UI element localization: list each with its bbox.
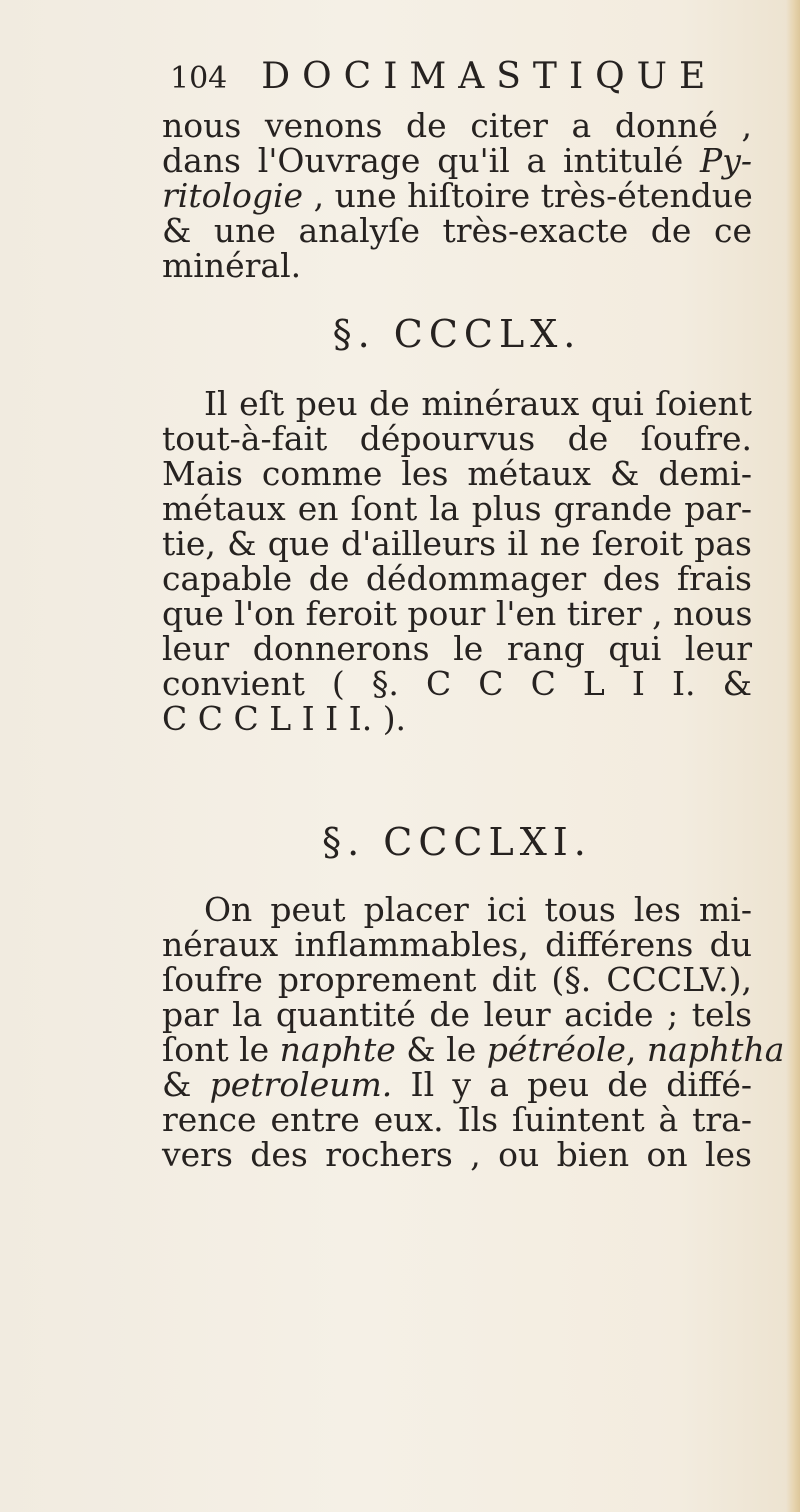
text-run: minéral.	[162, 246, 302, 285]
italic-term: petroleum.	[209, 1065, 393, 1104]
text-run: par la quantité de leur acide ; tels	[162, 995, 752, 1034]
text-line	[162, 1137, 752, 1172]
text-line	[162, 108, 752, 143]
text-run: &	[162, 1065, 210, 1104]
section-heading-ccclxi: §. CCCLXI.	[322, 820, 592, 864]
text-line	[162, 456, 752, 491]
text-run: , une hiſtoire très-étendue	[303, 176, 753, 215]
text-run: rence entre eux. Ils ſuintent à tra-	[162, 1100, 752, 1139]
text-run: que l'on feroit pour l'en tirer , nous	[162, 594, 753, 633]
text-run: Mais comme les métaux & demi-	[162, 454, 752, 493]
text-line	[162, 178, 752, 213]
text-line	[162, 491, 752, 526]
paragraph-continued	[162, 108, 752, 283]
text-run: métaux en ſont la plus grande par-	[162, 489, 752, 528]
running-title: DOCIMASTIQUE	[261, 56, 718, 97]
text-line	[162, 421, 752, 456]
text-line	[162, 386, 752, 421]
text-run: & une analyſe très-exacte de ce	[162, 211, 752, 250]
text-run: Il y a peu de diffé-	[392, 1065, 752, 1104]
text-line	[162, 596, 752, 631]
text-run: vers des rochers , ou bien on les	[162, 1135, 752, 1174]
text-run: dans l'Ouvrage qu'il a intitulé	[162, 141, 700, 180]
text-run: ſont le	[162, 1030, 280, 1069]
text-run: Il eſt peu de minéraux qui ſoient	[204, 384, 752, 423]
text-line	[162, 1102, 752, 1137]
section-heading-ccclx: §. CCCLX.	[332, 312, 582, 356]
text-run: C C C L I I I. ).	[162, 699, 407, 738]
page-number: 104	[170, 61, 228, 96]
text-run: convient ( §. C C C L I I. &	[162, 664, 752, 703]
page-header	[170, 56, 718, 104]
text-run: leur donnerons le rang qui leur	[162, 629, 752, 668]
text-run: On peut placer ici tous les mi-	[204, 890, 752, 929]
text-line	[162, 1030, 785, 1069]
paragraph-section-ccclx	[162, 386, 752, 736]
paragraph-section-ccclxi	[162, 890, 785, 1174]
italic-term: pétréole	[486, 1030, 626, 1069]
italic-term: ritologie	[162, 176, 304, 215]
text-line	[162, 997, 752, 1032]
italic-term: naphtha	[646, 1030, 785, 1069]
text-line	[162, 526, 752, 561]
text-line	[162, 248, 752, 283]
text-line	[162, 561, 752, 596]
text-run: néraux inflammables, différens du	[162, 925, 752, 964]
italic-term: naphte	[279, 1030, 396, 1069]
italic-term: Py-	[700, 141, 752, 180]
text-run: tie, & que d'ailleurs il ne ſeroit pas	[162, 524, 752, 563]
page-edge-shadow	[786, 0, 800, 1512]
text-run: ,	[625, 1030, 647, 1069]
text-run: nous venons de citer a donné ,	[162, 106, 752, 145]
text-line	[162, 927, 752, 962]
text-run: & le	[395, 1030, 487, 1069]
text-run: tout-à-fait dépourvus de ſoufre.	[162, 419, 752, 458]
text-line	[162, 962, 752, 997]
text-line	[162, 666, 752, 701]
text-line	[162, 213, 752, 248]
text-line	[162, 143, 752, 178]
text-run: ſoufre proprement dit (§. CCCLV.),	[162, 960, 752, 999]
text-line	[162, 1067, 752, 1102]
text-run: capable de dédommager des frais	[162, 559, 752, 598]
text-line	[162, 701, 752, 736]
text-line	[162, 631, 752, 666]
text-line	[162, 892, 752, 927]
